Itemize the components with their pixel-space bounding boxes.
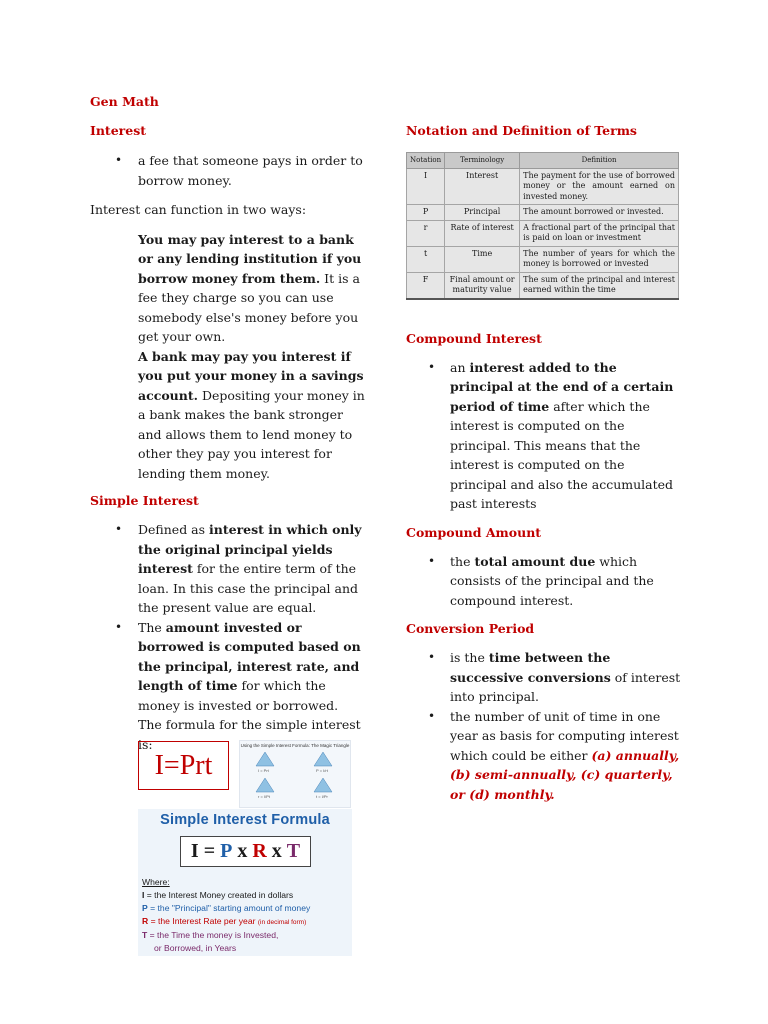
table-header-row — [407, 153, 679, 169]
sif-title: Simple Interest Formula — [160, 812, 330, 828]
sif-where: Where: — [142, 877, 170, 887]
compound-interest-list — [406, 358, 681, 514]
sif-line-t: T = the Time the money is Invested, — [142, 930, 279, 940]
triangle-diagrams — [240, 748, 350, 804]
table-header: Terminology — [445, 153, 520, 169]
terms-table — [406, 152, 679, 300]
interest-heading: Interest — [90, 123, 147, 138]
right-column — [406, 121, 681, 804]
formula-intro: The formula for the simple interest is: — [138, 717, 361, 752]
simple-interest-formula-image — [138, 809, 352, 956]
table-header: Definition — [520, 153, 679, 169]
bullet-icon: • — [428, 650, 436, 664]
magic-triangle-image — [239, 740, 351, 808]
sif-line-i: I = the Interest Money created in dollars — [142, 890, 294, 900]
svg-text:r = I/Pt: r = I/Pt — [258, 794, 270, 799]
sif-line-t2: or Borrowed, in Years — [154, 943, 237, 953]
list-item: • Defined as interest in which only the original principal yields interest for the entire term of the loan. In this case the principal and the present value are equal. — [115, 522, 362, 615]
bullet-icon: • — [428, 359, 436, 374]
simple-interest-list — [90, 520, 370, 715]
bullet-icon: • — [428, 708, 436, 723]
notation-heading: Notation and Definition of Terms — [406, 123, 637, 138]
table-row: I Interest The payment for the use of borrowed money or the amount earned on invested money. — [407, 168, 679, 205]
compound-amount-heading: Compound Amount — [406, 524, 542, 540]
bullet-icon: • — [115, 522, 123, 536]
bullet-icon: • — [115, 619, 123, 634]
sif-line-r: R = the Interest Rate per year (in decimal form) — [142, 916, 307, 926]
paragraph-bank-pays: A bank may pay you interest if you put your money in a savings account. Depositing your money in a bank makes the bank stronger and allows them to lend money to other they pay you interest for lending them money. — [138, 348, 365, 481]
interest-function-text: Interest can function in two ways: — [90, 202, 307, 217]
bullet-icon: • — [115, 153, 123, 167]
list-item: • an interest added to the principal at the end of a certain period of time after which the interest is computed on the principal. This means that the interest is computed on the principal and also the accumulated past interests — [428, 359, 674, 511]
list-item: • the total amount due which consists of the principal and the compound interest. — [428, 553, 654, 608]
compound-amount-list — [406, 552, 681, 611]
simple-interest-heading: Simple Interest — [90, 493, 199, 508]
table-header: Notation — [407, 153, 445, 169]
compound-interest-heading: Compound Interest — [406, 330, 542, 346]
conversion-period-heading: Conversion Period — [406, 621, 535, 636]
table-row: r Rate of interest A fractional part of the principal that is paid on loan or investment — [407, 220, 679, 246]
list-item: • the number of unit of time in one year as basis for computing interest which could be either (a) annually, (b) semi-annually, (c) quarterly, or (d) monthly. — [428, 708, 680, 802]
sif-equation: I = P x R x T — [180, 836, 311, 867]
svg-text:I = Prt: I = Prt — [258, 768, 269, 773]
paragraph-pay-interest: You may pay interest to a bank or any lending institution if you borrow money from them. It is a fee they charge so you can use somebody else's money before you get your own. — [138, 231, 362, 344]
svg-text:t = I/Pr: t = I/Pr — [316, 794, 328, 799]
list-item: • a fee that someone pays in order to borrow money. — [115, 153, 363, 188]
bullet-icon: • — [428, 553, 436, 568]
doc-title: Gen Math — [90, 94, 159, 109]
sif-line-p: P = the "Principal" starting amount of money — [142, 903, 311, 913]
triangle-title: Using the Simple Interest Formula: The Magic Triangle — [240, 743, 350, 748]
interest-list — [90, 151, 370, 190]
svg-text:P = I/rt: P = I/rt — [316, 768, 328, 773]
table-row: F Final amount or maturity value The sum of the principal and interest earned within the time — [407, 272, 679, 299]
table-row: P Principal The amount borrowed or invested. — [407, 205, 679, 221]
sif-definitions — [142, 876, 310, 955]
left-column — [90, 92, 370, 754]
table-row: t Time The number of years for which the money is borrowed or invested — [407, 246, 679, 272]
list-item: • The amount invested or borrowed is computed based on the principal, interest rate, and length of time for which the money is invested or borrowed. — [115, 619, 361, 713]
list-item: • is the time between the successive conversions of interest into principal. — [428, 650, 681, 704]
formula-image: I=Prt — [138, 741, 229, 790]
conversion-period-list — [406, 648, 681, 804]
